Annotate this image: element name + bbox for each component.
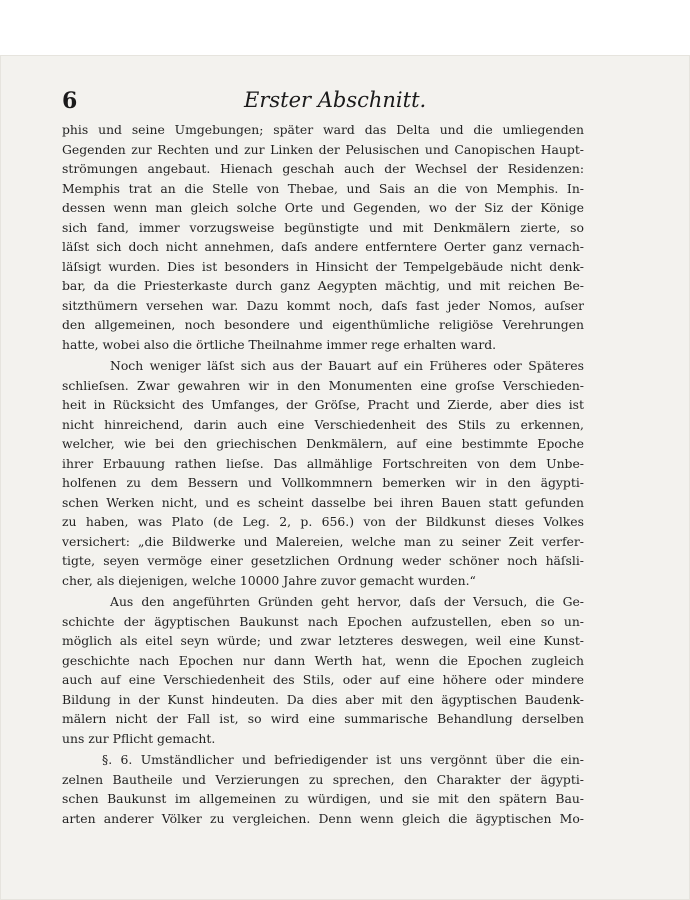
- text-line: zelnen Bautheile und Verzierungen zu sprechen, den Charakter der ägypti-: [62, 771, 584, 787]
- text-line: strömungen angebaut. Hienach geschah auch der Wechsel der Residenzen:: [62, 161, 584, 176]
- text-line: zu haben, was Plato (de Leg. 2, p. 656.) von der Bildkunst dieses Volkes: [62, 514, 584, 529]
- text-line: schichte der ägyptischen Baukunst nach Epochen aufzustellen, eben so un-: [62, 613, 584, 629]
- text-line: phis und seine Umgebungen; später ward das Delta und die umliegenden: [62, 122, 584, 137]
- text-line: auch auf eine Verschiedenheit des Stils, oder auf eine höhere oder mindere: [62, 672, 584, 687]
- page-number: 6: [62, 88, 78, 114]
- text-line: welcher, wie bei den griechischen Denkmälern, auf eine bestimmte Epoche: [62, 436, 584, 451]
- text-line: nicht hinreichend, darin auch eine Verschiedenheit des Stils zu erkennen,: [62, 416, 584, 432]
- text-line: geschichte nach Epochen nur dann Werth hat, wenn die Epochen zugleich: [62, 652, 584, 668]
- text-line: läſsigt wurden. Dies ist besonders in Hinsicht der Tempelgebäude nicht denk-: [62, 258, 584, 274]
- page-header: [62, 88, 582, 112]
- body-text: [62, 120, 584, 828]
- paragraph-3: [62, 592, 584, 748]
- text-line: sich fand, immer vorzugsweise begünstigte und mit Denkmälern zierte, so: [62, 219, 584, 235]
- text-line: uns zur Pflicht gemacht.: [62, 730, 216, 746]
- text-line: sitzthümern versehen war. Dazu kommt noch, daſs fast jeder Nomos, auſser: [62, 297, 584, 313]
- text-line: Noch weniger läſst sich aus der Bauart auf ein Früheres oder Späteres: [110, 358, 584, 373]
- text-line: Memphis trat an die Stelle von Thebae, und Sais an die von Memphis. In-: [62, 180, 584, 196]
- text-line: mälern nicht der Fall ist, so wird eine summarische Behandlung derselben: [62, 711, 584, 726]
- text-line: Gegenden zur Rechten und zur Linken der Pelusischen und Canopischen Haupt-: [62, 141, 584, 157]
- text-line: ihrer Erbauung rathen lieſse. Das allmählige Fortschreiten von dem Unbe-: [62, 455, 584, 471]
- text-line: den allgemeinen, noch besondere und eigenthümliche religiöse Verehrungen: [62, 317, 584, 332]
- text-line: läſst sich doch nicht annehmen, daſs andere entferntere Oerter ganz vernach-: [62, 239, 584, 254]
- text-line: arten anderer Völker zu vergleichen. Denn wenn gleich die ägyptischen Mo-: [62, 810, 584, 826]
- text-line: versichert: „die Bildwerke und Malereien, welche man zu seiner Zeit verfer-: [62, 533, 584, 549]
- text-line: Bildung in der Kunst hindeuten. Da dies aber mit den ägyptischen Baudenk-: [62, 691, 584, 707]
- text-line: cher, als diejenigen, welche 10000 Jahre zuvor gemacht wurden.“: [62, 572, 476, 588]
- running-head: Erster Abschnitt.: [244, 88, 427, 112]
- text-line: hatte, wobei also die örtliche Theilnahme immer rege erhalten ward.: [62, 336, 497, 352]
- text-line: möglich als eitel seyn würde; und zwar letzteres deswegen, weil eine Kunst-: [62, 633, 584, 648]
- text-line: holfenen zu dem Bessern und Vollkommnern bemerken wir in den ägypti-: [62, 475, 584, 490]
- text-line: §. 6. Umständlicher und befriedigender ist uns vergönnt über die ein-: [102, 752, 584, 767]
- text-line: schen Baukunst im allgemeinen zu würdigen, und sie mit den spätern Bau-: [62, 791, 584, 806]
- text-line: heit in Rücksicht des Umfanges, der Gröſse, Pracht und Zierde, aber dies ist: [62, 397, 584, 412]
- paragraph-4: [62, 750, 584, 828]
- text-line: schen Werken nicht, und es scheint dasselbe bei ihren Bauen statt gefunden: [62, 494, 584, 510]
- paragraph-2: [62, 356, 584, 590]
- text-line: bar, da die Priesterkaste durch ganz Aegypten mächtig, und mit reichen Be-: [62, 278, 584, 293]
- text-line: tigte, seyen vermöge einer gesetzlichen Ordnung weder schöner noch häſsli-: [62, 553, 584, 568]
- text-line: Aus den angeführten Gründen geht hervor, daſs der Versuch, die Ge-: [110, 594, 584, 609]
- text-line: schlieſsen. Zwar gewahren wir in den Monumenten eine groſse Verschieden-: [62, 377, 584, 393]
- paragraph-1: [62, 120, 584, 354]
- text-line: dessen wenn man gleich solche Orte und Gegenden, wo der Siz der Könige: [62, 200, 584, 215]
